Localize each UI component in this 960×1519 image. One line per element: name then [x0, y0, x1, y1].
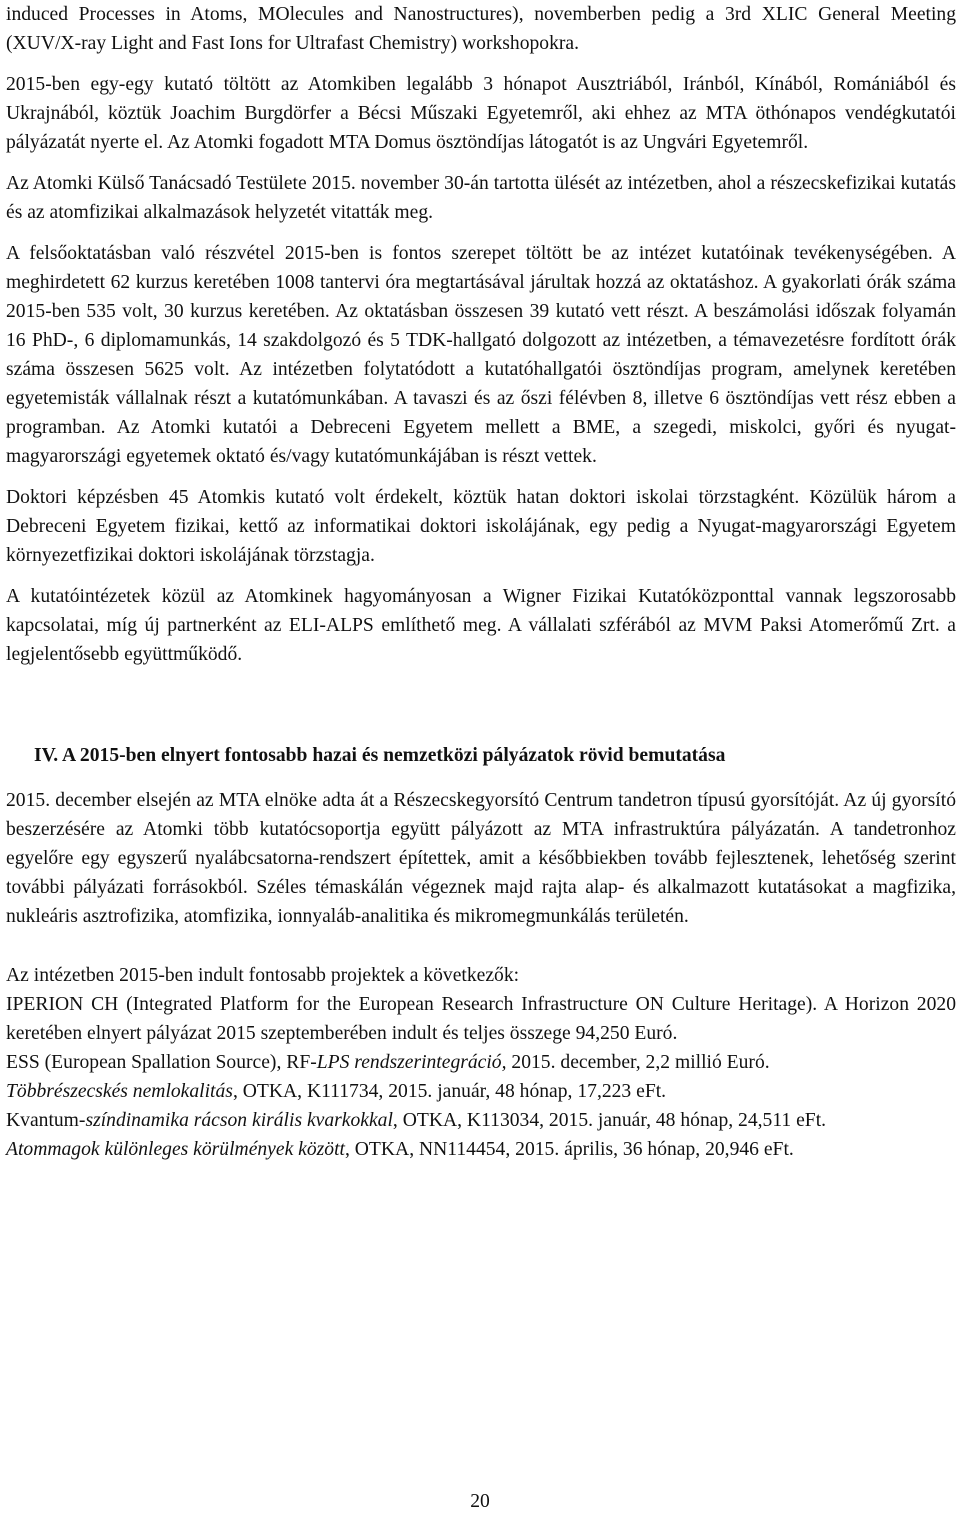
- project-details: , OTKA, K113034, 2015. január, 48 hónap, 24,511 eFt.: [392, 1110, 827, 1131]
- document-page: [6, 0, 956, 1164]
- page-number: 20: [470, 1491, 490, 1512]
- project-item-lattice-qcd: [6, 1106, 956, 1135]
- paragraph-visiting-researchers: 2015-ben egy-egy kutató töltött az Atomkiben legalább 3 hónapot Ausztriából, Iránból, Kínából, Romániából és Ukrajnából, köztük Joachim Burgdörfer a Bécsi Műszaki Egyetemről, aki ehhez az MTA öthónapos vendégkutatói pályázatát nyerte el. Az Atomki fogadott MTA Domus ösztöndíjas látogatót is az Ungvári Egyetemről.: [6, 74, 956, 153]
- project-title-italic: színdinamika rácson királis kvarkokkal: [85, 1110, 393, 1131]
- project-details: , OTKA, NN114454, 2015. április, 36 hónap, 20,946 eFt.: [344, 1139, 794, 1160]
- paragraph-higher-education: A felsőoktatásban való részvétel 2015-ben is fontos szerepet töltött be az intézet kutatóinak tevékenységében. A meghirdetett 62 kurzus keretében 1008 tantervi óra megtartásával járultak hozzá az oktatáshoz. A gyakorlati órák száma 2015-ben 535 volt, 30 kurzus keretében. Az oktatásban összesen 39 kutató vett részt. A beszámolási időszak folyamán 16 PhD-, 6 diplomamunkás, 14 szakdolgozó és 5 TDK-hallgató dolgozott az intézetben, a témavezetésre fordított órák száma összesen 5625 volt. Az intézetben folytatódott a kutatóhallgatói ösztöndíjas program, amelynek keretében egyetemisták vállalnak részt a kutatómunkában. A tavaszi és az őszi félévben 8, illetve 6 ösztöndíjas vett rész ebben a programban. Az Atomki kutatói a Debreceni Egyetem mellett a BME, a szegedi, miskolci, győri és nyugat-magyarországi egyetemek oktató és/vagy kutatómunkájában is részt vettek.: [6, 243, 956, 467]
- project-title-italic: Atommagok különleges körülmények között: [6, 1139, 345, 1160]
- project-item-ess: [6, 1048, 956, 1077]
- projects-intro: Az intézetben 2015-ben indult fontosabb projektek a következők:: [6, 965, 520, 986]
- project-item-nuclei-extreme: [6, 1135, 956, 1164]
- project-title-italic: LPS rendszerintegráció,: [316, 1052, 507, 1073]
- project-item-nonlocality: [6, 1077, 956, 1106]
- project-details: 2015. december, 2,2 millió Euró.: [506, 1052, 770, 1073]
- project-text: IPERION CH (Integrated Platform for the European Research Infrastructure ON Culture Heritage). A Horizon 2020 keretében elnyert pályázat 2015 szeptemberében indult és teljes összege 94,250 Euró.: [6, 994, 956, 1044]
- paragraph-tandetron: 2015. december elsején az MTA elnöke adta át a Részecskegyorsító Centrum tandetron típusú gyorsítóját. Az új gyorsító beszerzésére az Atomki több kutatócsoportja együtt pályázott az MTA infrastruktúra pályázatán. A tandetronhoz egyelőre egy egyszerű nyalábcsatorna-rendszert építettek, amit a későbbiekben tovább fejlesztenek, lehetőség szerint további pályázati forrásokból. Széles témaskálán végeznek majd rajta alap- és alkalmazott kutatásokat a magfizika, nukleáris asztrofizika, atomfizika, ionnyaláb-analitika és mikromegmunkálás területén.: [6, 790, 956, 927]
- project-lead: ESS (European Spallation Source), RF-: [6, 1052, 317, 1073]
- project-item-iperion: [6, 990, 956, 1048]
- paragraph-advisory-board: Az Atomki Külső Tanácsadó Testülete 2015. november 30-án tartotta ülését az intézetben, ahol a részecskefizikai kutatás és az atomfizikai alkalmazások helyzetét vitatták meg.: [6, 173, 956, 223]
- paragraph-workshops-continued: induced Processes in Atoms, MOlecules and Nanostructures), novemberben pedig a 3rd XLIC General Meeting (XUV/X-ray Light and Fast Ions for Ultrafast Chemistry) workshopokra.: [6, 4, 956, 54]
- project-details: , OTKA, K111734, 2015. január, 48 hónap, 17,223 eFt.: [232, 1081, 667, 1102]
- project-lead: Kvantum-: [6, 1110, 86, 1131]
- paragraph-doctoral-training: Doktori képzésben 45 Atomkis kutató volt érdekelt, köztük hatan doktori iskolai törzstagként. Közülük három a Debreceni Egyetem fizikai, kettő az informatikai doktori iskolájának, egy pedig a Nyugat-magyarországi Egyetem környezetfizikai doktori iskolájának törzstagja.: [6, 487, 956, 566]
- section-heading: IV. A 2015-ben elnyert fontosabb hazai és nemzetközi pályázatok rövid bemutatása: [34, 745, 726, 766]
- paragraph-partnerships: A kutatóintézetek közül az Atomkinek hagyományosan a Wigner Fizikai Kutatóközponttal vannak legszorosabb kapcsolatai, míg új partnerként az ELI-ALPS említhető meg. A vállalati szférából az MVM Paksi Atomerőmű Zrt. a legjelentősebb együttműködő.: [6, 586, 956, 665]
- project-title-italic: Többrészecskés nemlokalitás: [6, 1081, 233, 1102]
